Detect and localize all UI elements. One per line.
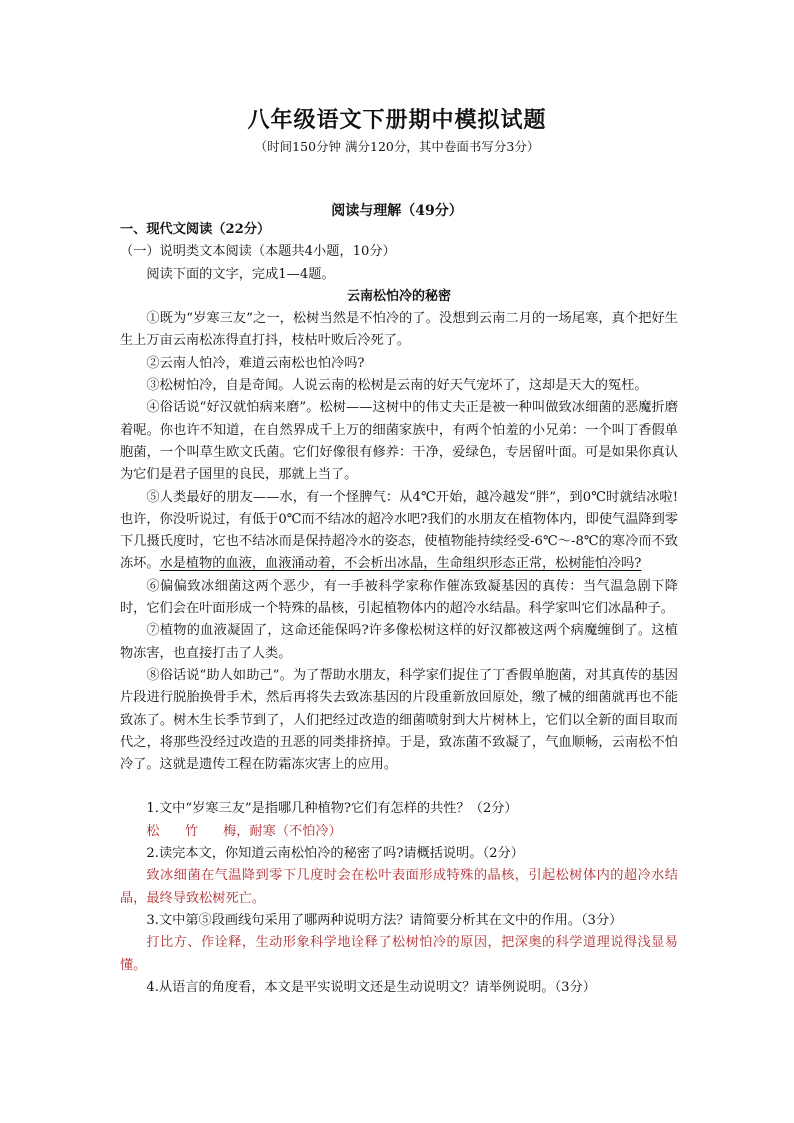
article-paragraph-3: ③松树怕冷，自是奇闻。人说云南的松树是云南的好天气宠坏了，这却是天大的冤枉。 [146,378,648,394]
article-paragraph-1: ①既为“岁寒三友”之一，松树当然是不怕冷的了。没想到云南二月的一场尾寒，真个把好生生上万亩云南松冻得直打抖，枝枯叶败后冷死了。 [120,311,678,349]
underlined-sentence: 水是植物的血液，血液涌动着，不会析出冰晶，生命组织形态正常，松树能怕冷吗? [159,556,642,572]
instruction: 阅读下面的文字，完成1—4题。 [146,266,335,282]
article-title: 云南松怕冷的秘密 [346,288,451,304]
part-heading: 一、现代文阅读（22分） [120,222,271,237]
exam-body [120,219,678,999]
article-paragraph-7: ⑦植物的血液凝固了，这命还能保吗?许多像松树这样的好汉都被这两个病魔缠倒了。这植物冻害，也直接打击了人类。 [120,623,678,661]
question-2: 2.读完本文，你知道云南松怕冷的秘密了吗?请概括说明。（2分） [146,846,524,862]
section-heading: 阅读与理解（49分） [331,203,463,219]
article-paragraph-8: ⑧俗话说“助人如助己”。为了帮助水朋友，科学家们捉住了丁香假单胞菌，对其真传的基因片段进行脱胎换骨手术，然后再将失去致冻基因的片段重新放回原处，缴了械的细菌就再也不能致冻了。树木生长季节到了，人们把经过改造的细菌喷射到大片树林上，它们以全新的面目取而代之，将那些没经过改造的丑恶的同类排挤掉。于是，致冻菌不致凝了，气血顺畅，云南松不怕冷了。这就是遗传工程在防霜冻灾害上的应用。 [120,667,678,773]
article-paragraph-2: ②云南人怕冷，难道云南松也怕冷吗? [146,355,365,371]
answer-2: 致冰细菌在气温降到零下几度时会在松叶表面形成特殊的晶核，引起松树体内的超冷水结晶，最终导致松树死亡。 [120,868,678,906]
answer-3: 打比方、作诠释，生动形象科学地诠释了松树怕冷的原因，把深奥的科学道理说得浅显易懂。 [120,935,678,973]
subpart-heading: （一）说明类文本阅读（本题共4小题，10分） [120,244,396,260]
article-paragraph-5 [120,487,678,576]
answer-1: 松 竹 梅，耐寒（不怕冷） [146,823,342,839]
question-1: 1.文中“岁寒三友”是指哪几种植物?它们有怎样的共性？（2分） [146,801,518,817]
article-paragraph-4: ④俗话说“好汉就怕病来磨”。松树——这树中的伟丈夫正是被一种叫做致冰细菌的恶魔折磨着呢。你也许不知道，在自然界成千上万的细菌家族中，有两个怕羞的小兄弟：一个叫丁香假单胞菌，一个叫草生欧文氏菌。它们好像很有修养：干净，爱绿色，专居留叶面。可是如果你真认为它们是君子国里的良民，那就上当了。 [120,400,678,483]
spacer [120,776,678,798]
question-4: 4.从语言的角度看，本文是平实说明文还是生动说明文？请举例说明。（3分） [146,979,596,995]
question-3: 3.文中第⑤段画线句采用了哪两种说明方法？请简要分析其在文中的作用。（3分） [146,912,623,928]
article-paragraph-6: ⑥偏偏致冰细菌这两个恶少，有一手被科学家称作催冻致凝基因的真传：当气温急剧下降时，它们会在叶面形成一个特殊的晶核，引起植物体内的超冷水结晶。科学家叫它们冰晶种子。 [120,578,678,617]
paragraph-5-text: ⑤人类最好的朋友——水，有一个怪脾气：从4℃开始，越冷越发“胖”，到0℃时就结冰啦!也许，你没听说过，有低于0℃而不结冰的超冷水吧?我们的水朋友在植物体内，即使气温降到零下几摄氏度时，它也不结冰而是保持超冷水的姿态，使植物能持续经受-6℃～-8℃的寒冷而不致冻坏。 [120,489,678,572]
page-title: 八年级语文下册期中模拟试题 [247,107,547,133]
exam-info: （时间150分钟 满分120分，其中卷面书写分3分） [254,139,540,154]
